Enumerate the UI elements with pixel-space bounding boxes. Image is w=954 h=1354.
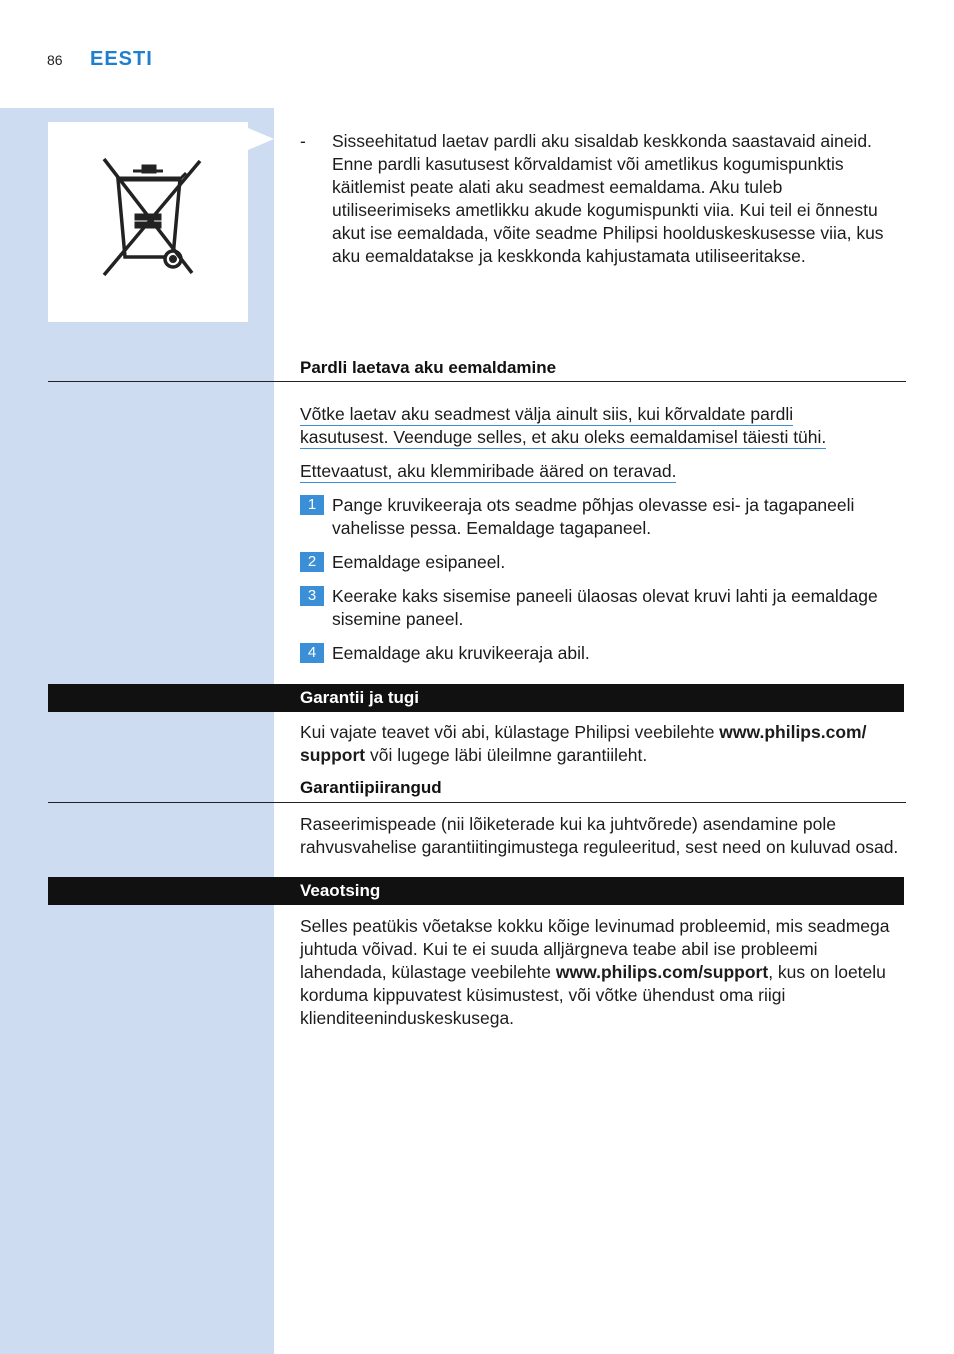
troubleshooting-text-end: , kus on loetelu korduma kippuvatest küsimustest, või võtke ühendust oma riigi klienditeeninduskeskusega. <box>300 962 886 1028</box>
heading-rule <box>48 381 906 382</box>
caution-text: Ettevaatust, aku klemmiribade ääred on teravad. <box>300 461 677 481</box>
philips-support-link[interactable]: www.philips.com/support <box>555 962 769 982</box>
disposal-note <box>300 130 900 268</box>
icon-pointer <box>248 128 274 150</box>
step-number: 2 <box>300 552 324 572</box>
section-bar-troubleshooting <box>48 877 904 905</box>
step-text: Eemaldage aku kruvikeeraja abil. <box>332 643 590 663</box>
battery-removal-heading: Pardli laetava aku eemaldamine <box>300 358 557 377</box>
battery-caution <box>300 460 860 483</box>
troubleshooting-text: Selles peatükis võetakse kokku kõige levinumad probleemid, mis seadmega juhtuda võivad. Kui te ei suuda alljärgneva teabe abil ise probleemi lahendada, külastage veebilehte <box>300 916 890 982</box>
warranty-restrictions-heading: Garantiipiirangud <box>300 778 442 797</box>
disposal-text: Sisseehitatud laetav pardli aku sisaldab keskkonda saastavaid aineid. Enne pardli kasutusest kõrvaldamist või ametlikus kogumispunktis käitlemist peate alati aku seadmest eemaldama. Aku tuleb utiliseerimiseks ametlikku akude kogumispunkti viia. Kui teil ei õnnestu akut ise eemaldada, võite seadme Philipsi hoolduskeskusesse viia, kus aku eemaldatakse ja keskkonda kahjustamata utiliseeritakse. <box>332 131 884 266</box>
step-number: 3 <box>300 586 324 606</box>
disposal-icon-box <box>48 122 248 322</box>
step-number: 4 <box>300 643 324 663</box>
warning-line-1: Võtke laetav aku seadmest välja ainult siis, kui kõrvaldate pardli <box>300 404 794 424</box>
warranty-restrictions-text: Raseerimispeade (nii lõiketerade kui ka juhtvõrede) asendamine pole rahvusvahelise garantiitingimustega reguleeritud, sest need on kuluvad osad. <box>300 814 899 857</box>
step-number: 1 <box>300 495 324 515</box>
section-title: Garantii ja tugi <box>300 688 420 707</box>
section-bar-warranty <box>48 684 904 712</box>
step-3 <box>300 585 906 631</box>
heading-rule <box>48 802 906 803</box>
battery-warning <box>300 403 860 449</box>
step-text: Eemaldage esipaneel. <box>332 552 506 572</box>
warranty-intro-text-end: või lugege läbi üleilmne garantiileht. <box>365 745 648 765</box>
crossed-out-wheelie-bin-icon <box>88 157 210 279</box>
philips-support-link[interactable]: www.philips.com/ support <box>300 722 867 765</box>
troubleshooting-intro <box>300 915 900 1030</box>
dash-bullet: - <box>300 131 306 151</box>
step-1 <box>300 494 906 540</box>
section-title: Veaotsing <box>300 881 381 900</box>
step-text: Pange kruvikeeraja ots seadme põhjas olevasse esi- ja tagapaneeli vahelisse pessa. Eemaldage tagapaneel. <box>332 495 855 538</box>
warranty-intro <box>300 721 900 767</box>
step-4 <box>300 642 906 665</box>
language-title: EESTI <box>90 48 153 70</box>
warning-line-2: kasutusest. Veenduge selles, et aku oleks eemaldamisel täiesti tühi. <box>300 427 827 447</box>
warranty-intro-text: Kui vajate teavet või abi, külastage Philipsi veebilehte <box>300 722 720 742</box>
step-2 <box>300 551 906 574</box>
step-text: Keerake kaks sisemise paneeli ülaosas olevat kruvi lahti ja eemaldage sisemine paneel. <box>332 586 878 629</box>
page-number: 86 <box>47 52 63 68</box>
